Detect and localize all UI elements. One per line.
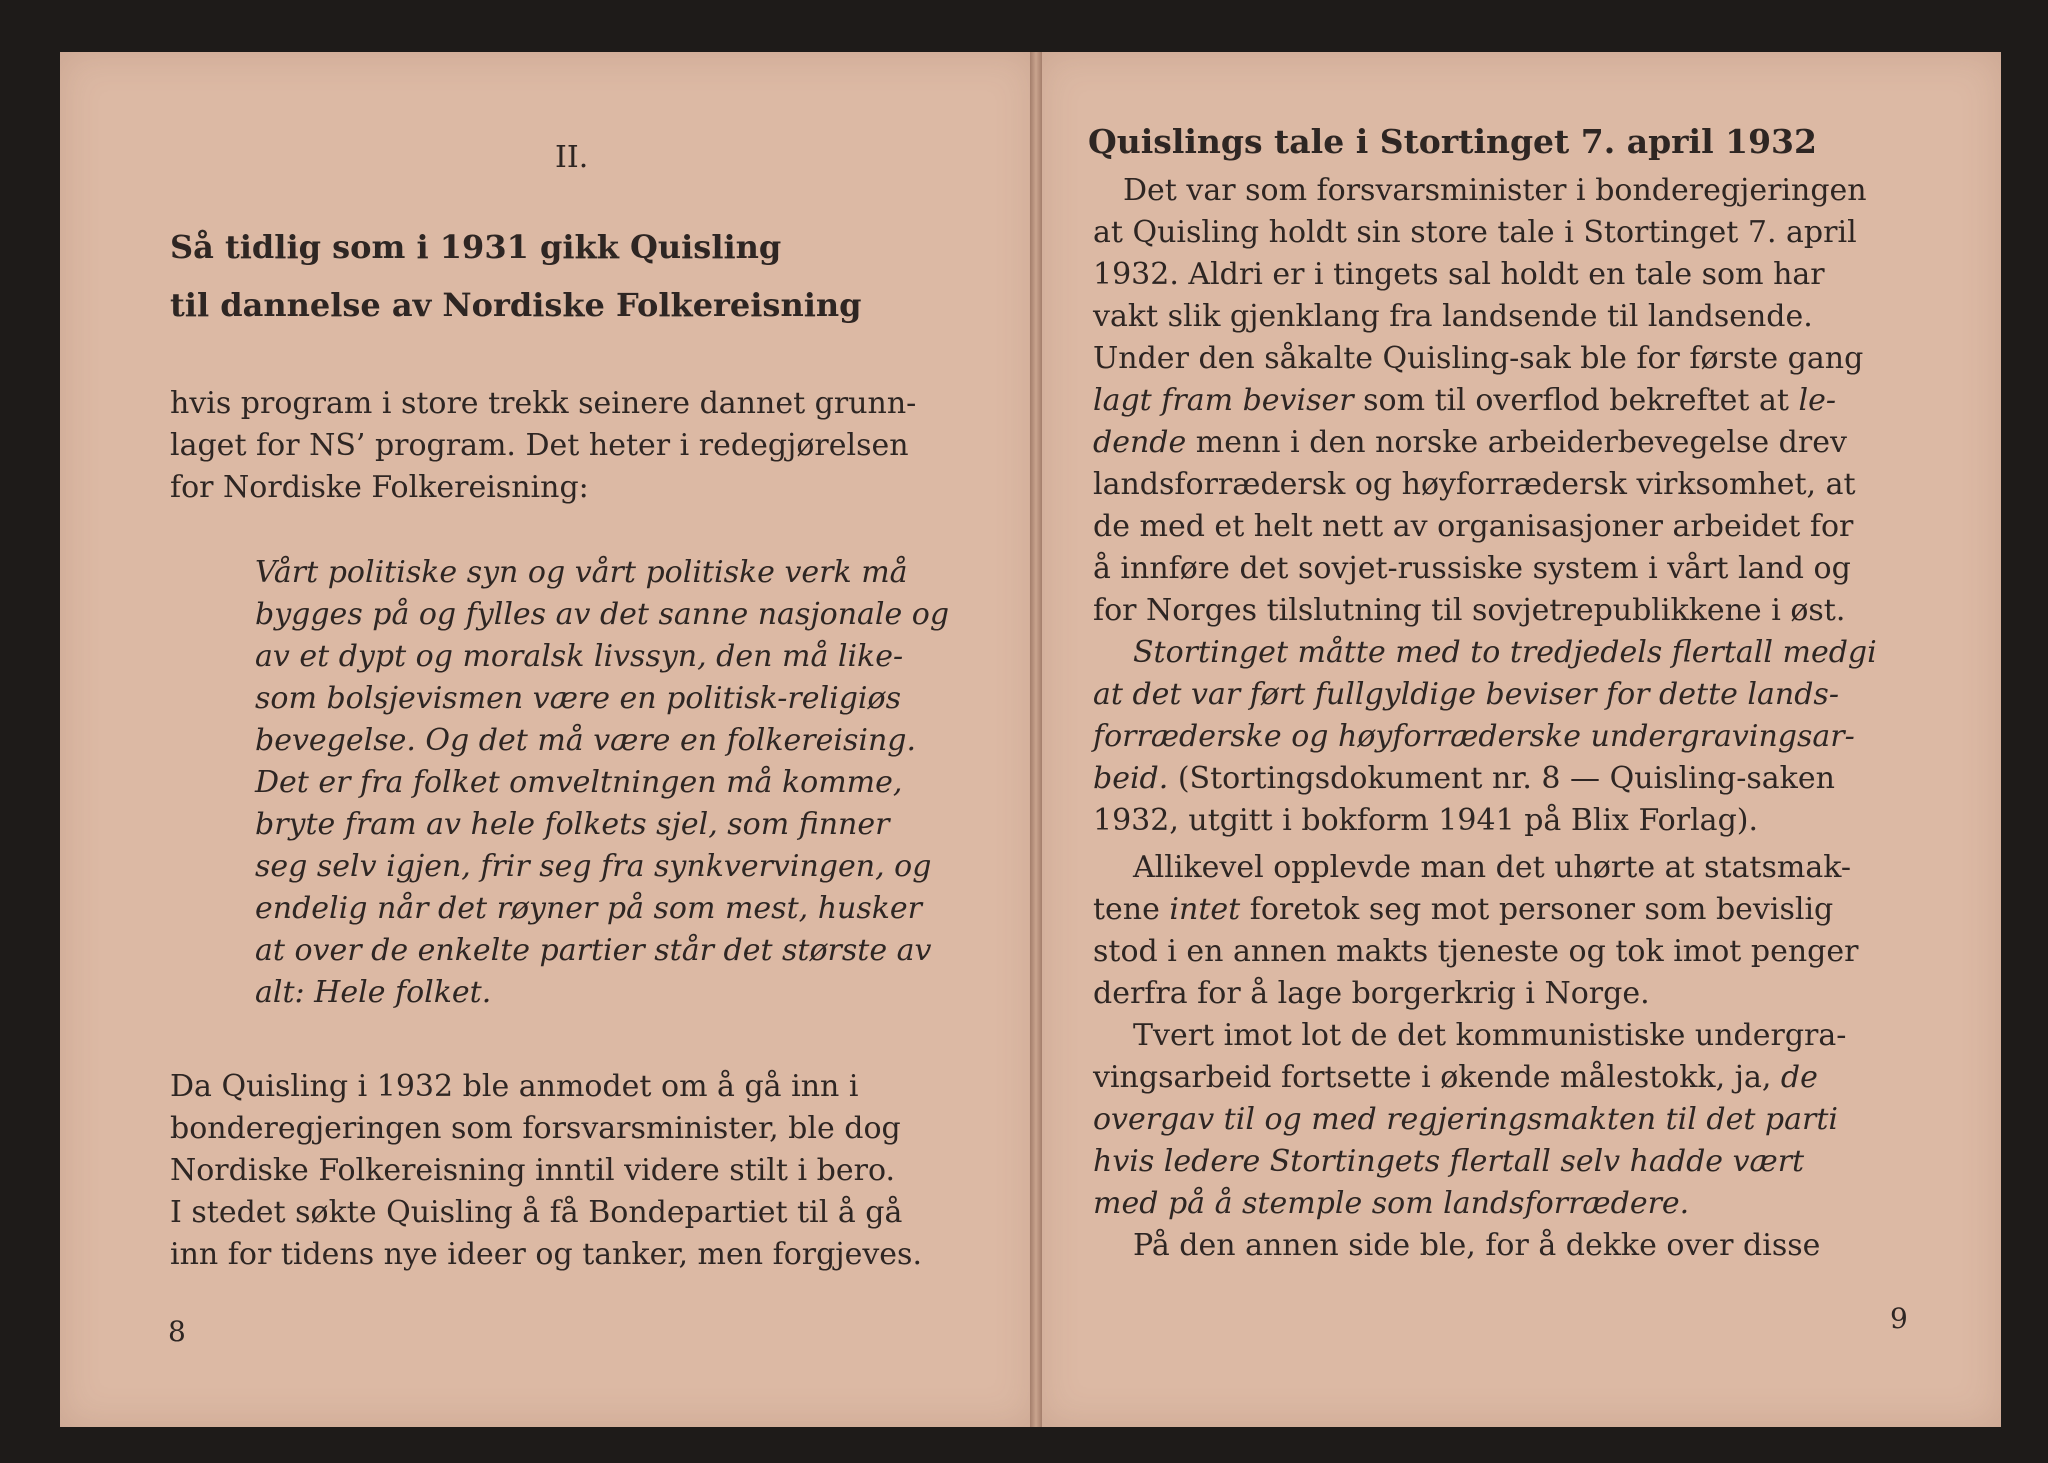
- quote-line: at over de enkelte partier står det største av: [255, 933, 932, 968]
- text-line: at Quisling holdt sin store tale i Stortinget 7. april: [1093, 215, 1857, 250]
- text-line: å innføre det sovjet-russiske system i vårt land og: [1093, 551, 1851, 586]
- quote-line: alt: Hele folket.: [255, 975, 492, 1010]
- quote-line: bygges på og fylles av det sanne nasjonale og: [255, 597, 950, 632]
- quote-line: bevegelse. Og det må være en folkereising.: [255, 723, 917, 758]
- text-run: (Stortingsdokument nr. 8 — Quisling-saken: [1168, 761, 1835, 796]
- left-heading-line-1: Så tidlig som i 1931 gikk Quisling: [170, 228, 782, 266]
- text-line: vakt slik gjenklang fra landsende til landsende.: [1093, 299, 1813, 334]
- text-line: for Norges tilslutning til sovjetrepublikkene i øst.: [1093, 593, 1846, 628]
- quote-line: seg selv igjen, frir seg fra synkvervingen, og: [255, 849, 932, 884]
- text-run: som til overflod bekreftet at: [1353, 383, 1799, 418]
- text-line: bonderegjeringen som forsvarsminister, ble dog: [170, 1111, 901, 1146]
- right-paragraph-2: [1093, 632, 1877, 842]
- left-intro-paragraph: [170, 383, 916, 509]
- italic-line: Stortinget måtte med to tredjedels flertall medgi: [1133, 635, 1877, 670]
- left-quote-block: [255, 552, 949, 1014]
- text-line: [1093, 380, 1867, 422]
- right-paragraph-3: [1093, 847, 1858, 1015]
- italic-run: le-: [1798, 383, 1836, 418]
- text-run: tene: [1093, 892, 1170, 927]
- quote-line: endelig når det røyner på som mest, husker: [255, 891, 923, 926]
- text-line: Tvert imot lot de det kommunistiske undergra-: [1133, 1018, 1847, 1053]
- text-line: Da Quisling i 1932 ble anmodet om å gå inn i: [170, 1069, 859, 1104]
- text-line: [1093, 422, 1867, 464]
- italic-run: lagt fram beviser: [1093, 383, 1354, 418]
- text-line: Under den såkalte Quisling-sak ble for første gang: [1093, 341, 1864, 376]
- text-line: stod i en annen makts tjeneste og tok imot penger: [1093, 934, 1859, 969]
- italic-line: med på å stemple som landsforrædere.: [1093, 1186, 1690, 1221]
- text-line: 1932, utgitt i bokform 1941 på Blix Forlag).: [1093, 803, 1759, 838]
- italic-run: de: [1780, 1060, 1818, 1095]
- text-line: [1093, 1057, 1846, 1099]
- italic-line: forræderske og høyforræderske undergravingsar-: [1093, 719, 1855, 754]
- text-line: inn for tidens nye ideer og tanker, men forgjeves.: [170, 1237, 922, 1272]
- italic-run: intet: [1169, 892, 1241, 927]
- section-number: II.: [555, 140, 589, 175]
- italic-line: at det var ført fullgyldige beviser for dette lands-: [1093, 677, 1839, 712]
- left-heading-line-2: til dannelse av Nordiske Folkereisning: [170, 286, 862, 324]
- text-run: menn i den norske arbeiderbevegelse drev: [1186, 425, 1847, 460]
- text-line: de med et helt nett av organisasjoner arbeidet for: [1093, 509, 1854, 544]
- text-line: laget for NS’ program. Det heter i redegjørelsen: [170, 428, 909, 463]
- text-line: På den annen side ble, for å dekke over disse: [1133, 1228, 1821, 1263]
- quote-line: Det er fra folket omveltningen må komme,: [255, 765, 903, 800]
- left-closing-paragraph: [170, 1066, 922, 1276]
- quote-line: Vårt politiske syn og vårt politiske verk må: [255, 555, 908, 590]
- text-run: vingsarbeid fortsette i økende målestokk, ja,: [1093, 1060, 1781, 1095]
- italic-line: overgav til og med regjeringsmakten til det parti: [1093, 1102, 1839, 1137]
- text-line: [1093, 758, 1877, 800]
- text-line: 1932. Aldri er i tingets sal holdt en tale som har: [1093, 257, 1825, 292]
- text-line: Det var som forsvarsminister i bonderegjeringen: [1123, 173, 1867, 208]
- right-paragraph-4: [1093, 1015, 1846, 1225]
- left-page-number: 8: [168, 1315, 186, 1348]
- right-page-number: 9: [1890, 1302, 1908, 1335]
- right-heading: Quislings tale i Stortinget 7. april 1932: [1088, 122, 1817, 161]
- text-line: landsforrædersk og høyforrædersk virksomhet, at: [1093, 467, 1856, 502]
- text-line: Nordiske Folkereisning inntil videre stilt i bero.: [170, 1153, 896, 1188]
- italic-run: beid.: [1093, 761, 1169, 796]
- text-line: hvis program i store trekk seinere dannet grunn-: [170, 386, 917, 421]
- book-spine: [1030, 52, 1042, 1427]
- text-line: Allikevel opplevde man det uhørte at statsmak-: [1133, 850, 1851, 885]
- text-line: [1093, 889, 1858, 931]
- quote-line: som bolsjevismen være en politisk-religiøs: [255, 681, 901, 716]
- italic-run: dende: [1093, 425, 1187, 460]
- text-run: foretok seg mot personer som bevislig: [1240, 892, 1834, 927]
- text-line: for Nordiske Folkereisning:: [170, 470, 589, 505]
- quote-line: av et dypt og moralsk livssyn, den må like-: [255, 639, 904, 674]
- italic-line: hvis ledere Stortingets flertall selv hadde vært: [1093, 1144, 1805, 1179]
- right-paragraph-5: [1093, 1225, 1820, 1267]
- right-paragraph-1: [1093, 170, 1867, 632]
- quote-line: bryte fram av hele folkets sjel, som finner: [255, 807, 890, 842]
- text-line: I stedet søkte Quisling å få Bondepartiet til å gå: [170, 1195, 903, 1230]
- text-line: derfra for å lage borgerkrig i Norge.: [1093, 976, 1650, 1011]
